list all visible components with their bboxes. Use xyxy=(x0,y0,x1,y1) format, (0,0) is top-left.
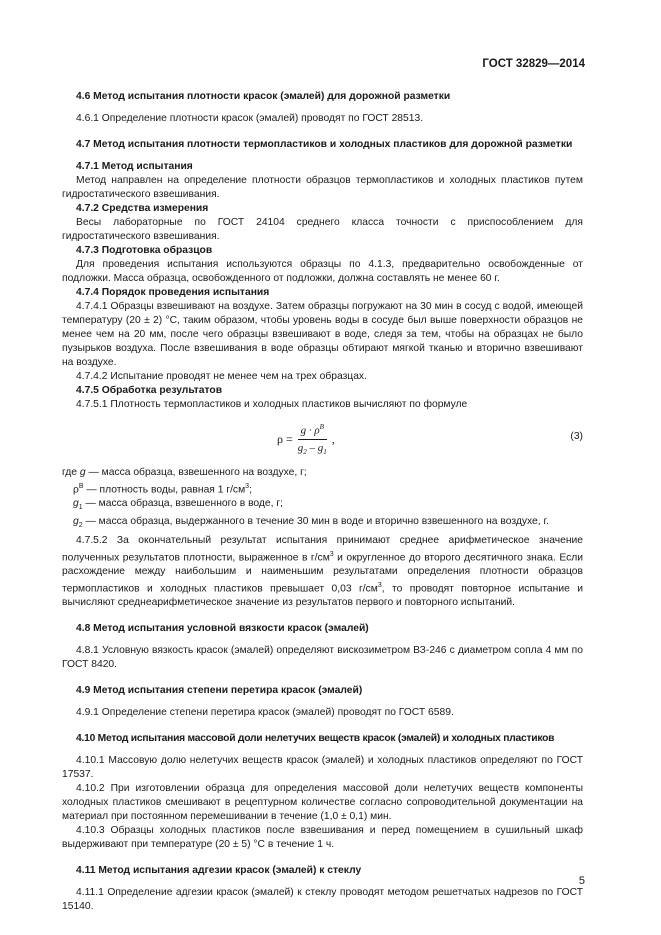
formula-definition-g1: $g_1$ — масса образца, взвешенного в воде, г; xyxy=(73,498,283,512)
subheading-4-7-5: 4.7.5 Обработка результатов xyxy=(76,385,223,396)
formula-denominator: $g_2 - g_1$ xyxy=(297,441,327,456)
page-number: 5 xyxy=(578,875,585,887)
section-heading-4-8: 4.8 Метод испытания условной вязкости красок (эмалей) xyxy=(76,623,369,635)
paragraph-4-11-1: 4.11.1 Определение адгезии красок (эмалей) к стеклу проводят методом решетчатых надрезов по ГОСТ 15140. xyxy=(62,887,583,913)
paragraph-4-7-3: Для проведения испытания используются образцы по 4.1.3, предварительно освобожденные от подложки. Масса образца, освобожденного от подложки, должна составлять не менее 60 г. xyxy=(62,259,583,284)
section-heading-4-7: 4.7 Метод испытания плотности термопластиков и холодных пластиков для дорожной разметки xyxy=(76,139,573,150)
section-heading-4-10: 4.10 Метод испытания массовой доли нелетучих веществ красок (эмалей) и холодных пластиков xyxy=(76,733,555,745)
formula-expression xyxy=(277,420,335,459)
subheading-4-7-2: 4.7.2 Средства измерения xyxy=(76,203,209,214)
paragraph-4-7-5-1: 4.7.5.1 Плотность термопластиков и холодных пластиков вычисляют по формуле xyxy=(76,399,468,410)
document-body xyxy=(62,90,583,914)
paragraph-4-7-4-2: 4.7.4.2 Испытание проводят не менее чем на трех образцах. xyxy=(76,371,367,382)
subheading-4-7-3: 4.7.3 Подготовка образцов xyxy=(76,245,213,256)
section-heading-4-9: 4.9 Метод испытания степени перетира красок (эмалей) xyxy=(76,685,363,697)
paragraph-4-9-1: 4.9.1 Определение степени перетира красок (эмалей) проводят по ГОСТ 6589. xyxy=(76,707,454,719)
paragraph-4-10-3: 4.10.3 Образцы холодных пластиков после взвешивания и перед помещением в сушильный шкаф выдерживают при температуре (20 ± 5) °С в течение 1 ч. xyxy=(62,825,583,851)
paragraph-4-7-1: Метод направлен на определение плотности образцов термопластиков и холодных пластиков путем гидростатического взвешивания. xyxy=(62,175,583,200)
formula-lhs: ρ = xyxy=(277,432,293,447)
paragraph-4-7-2: Весы лабораторные по ГОСТ 24104 среднего класса точности с приспособлением для гидростатического взвешивания. xyxy=(62,217,583,242)
paragraph-4-7-5-2: 4.7.5.2 За окончательный результат испытания принимают среднее арифметическое значение полученных результатов плотности, выраженное в $г/см^3$ и округленное до второго десятичного знака. Если расхождение между наибольшим и наименьшим результатами определения плотности образцов термопластиков и холодных пластиков превышает 0,03 $г/см^3$, то проводят повторное испытание и вычисляют среднеарифметическое значение из результатов первого и повторного испытаний. xyxy=(62,534,583,609)
paragraph-4-8-1: 4.8.1 Условную вязкость красок (эмалей) определяют вискозиметром ВЗ-246 с диаметром сопла 4 мм по ГОСТ 8420. xyxy=(62,645,583,671)
section-heading-4-6: 4.6 Метод испытания плотности красок (эмалей) для дорожной разметки xyxy=(76,91,451,102)
paragraph-4-6-1: 4.6.1 Определение плотности красок (эмалей) проводят по ГОСТ 28513. xyxy=(76,113,424,124)
density-formula xyxy=(62,414,583,464)
formula-number: (3) xyxy=(570,431,583,442)
subheading-4-7-4: 4.7.4 Порядок проведения испытания xyxy=(76,287,270,298)
section-heading-4-11: 4.11 Метод испытания адгезии красок (эмалей) к стеклу xyxy=(76,865,362,877)
paragraph-4-7-4-1: 4.7.4.1 Образцы взвешивают на воздухе. Затем образцы погружают на 30 мин в сосуд с водой, имеющей температуру (20 ± 2) °С, таким образом, чтобы уровень воды в сосуде был выше поверхности образцов не менее чем на 20 мм, после чего образцы взвешивают в воде, следя за тем, чтобы на образцах не было пузырьков воздуха. После взвешивания в воде образцы обтирают мягкой тканью и вторично взвешивают на воздухе. xyxy=(62,301,583,368)
formula-tail: , xyxy=(331,432,335,447)
formula-definition-rho-b: $\rho^B$ — плотность воды, равная 1 $г/см^3$; xyxy=(73,483,252,496)
formula-definition-g2: $g_2$ — масса образца, выдержанного в течение 30 мин в воде и вторично взвешенного на воздухе, г. xyxy=(73,516,549,530)
paragraph-4-10-2: 4.10.2 При изготовлении образца для определения массовой доли нелетучих веществ компоненты холодных пластиков смешивают в рецептурном количестве согласно сопроводительной документации на материал при постоянном перемешивании в течение (1,0 ± 0,1) мин. xyxy=(62,783,583,823)
formula-fraction xyxy=(295,420,330,459)
subheading-4-7-1: 4.7.1 Метод испытания xyxy=(76,161,193,172)
document-standard-code: ГОСТ 32829—2014 xyxy=(482,58,585,70)
formula-definition-g: где g — масса образца, взвешенного на воздухе, г; xyxy=(62,467,307,478)
formula-numerator: $g \cdot \rho^B$ xyxy=(298,420,327,440)
paragraph-4-10-1: 4.10.1 Массовую долю нелетучих веществ красок (эмалей) и холодных пластиков определяют по ГОСТ 17537. xyxy=(62,755,583,781)
